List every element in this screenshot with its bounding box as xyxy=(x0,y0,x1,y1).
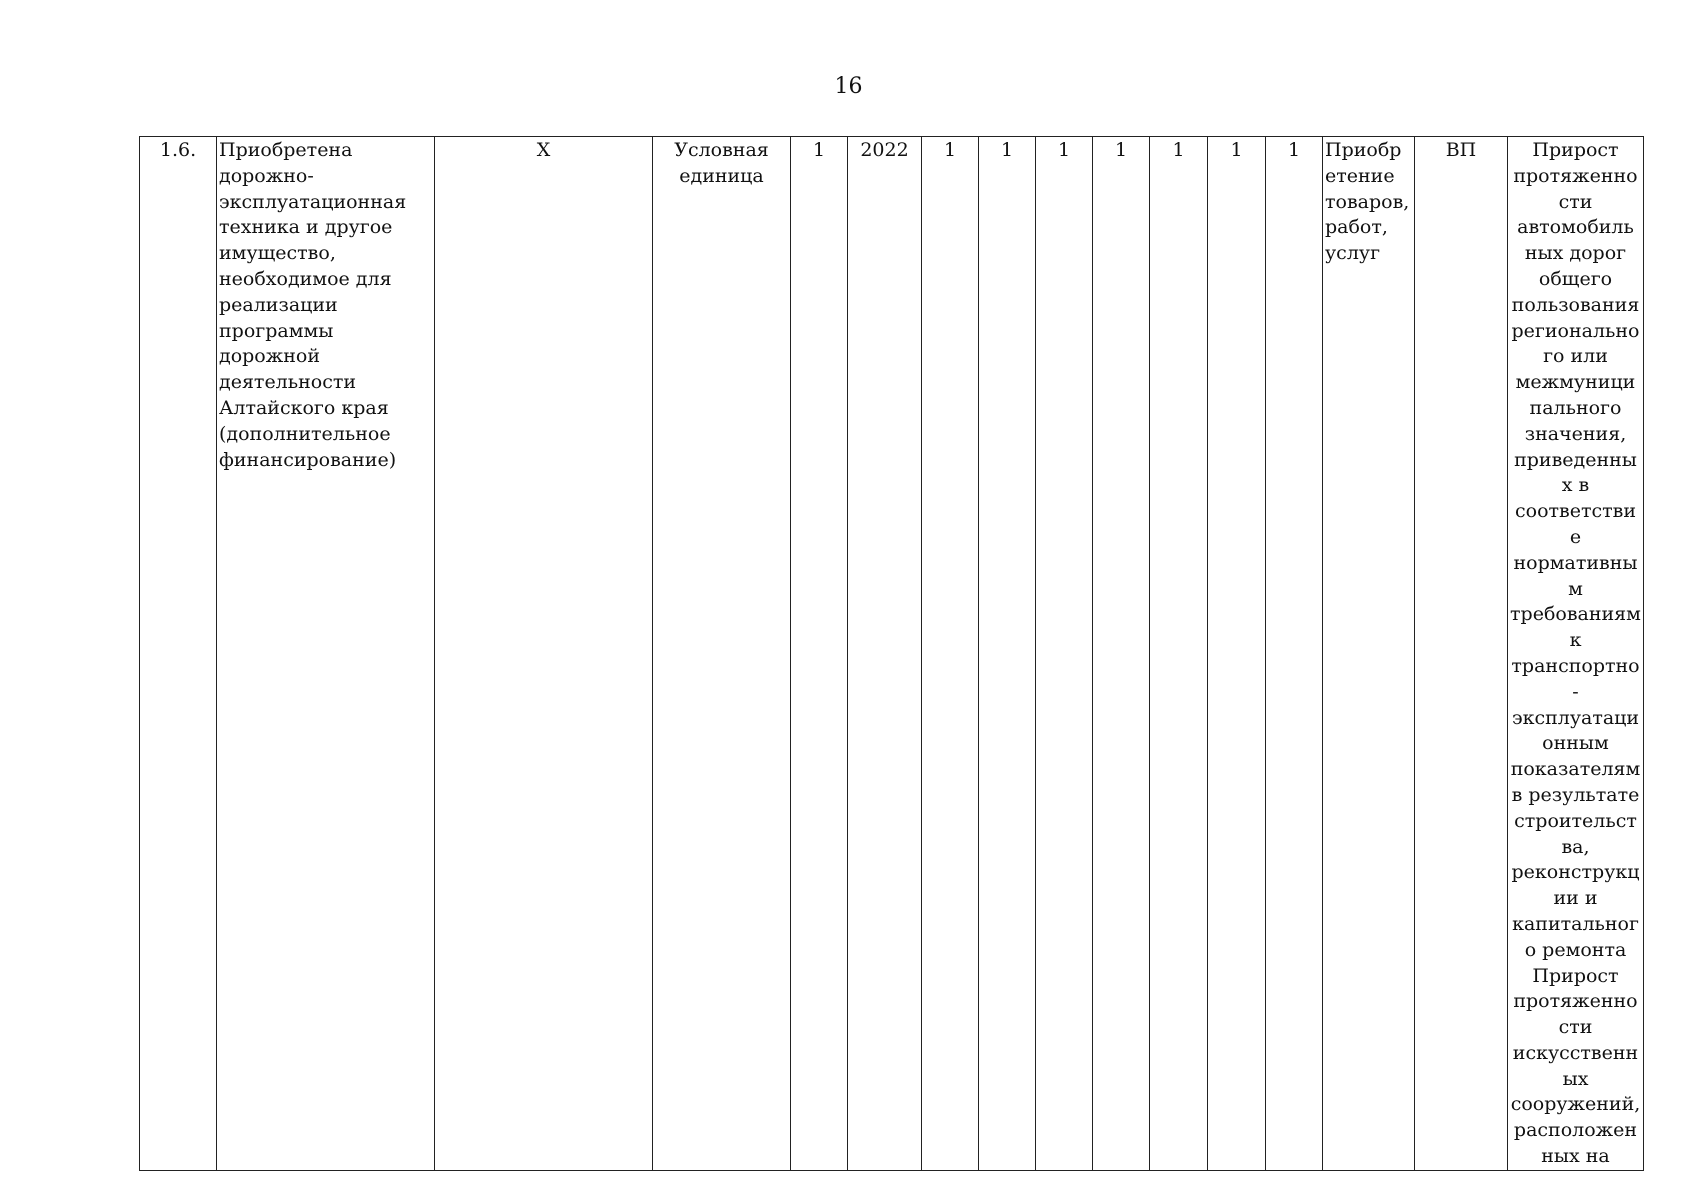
row-number-cell: 1.6. xyxy=(140,137,217,1171)
purchase-type-cell: Приобр етение товаров, работ, услуг xyxy=(1323,137,1415,1171)
code-cell: ВП xyxy=(1415,137,1508,1171)
value-cell-3: 1 xyxy=(1036,137,1093,1171)
value-cell-7: 1 xyxy=(1266,137,1323,1171)
unit-cell: Условная единица xyxy=(653,137,791,1171)
value-cell-1: 1 xyxy=(922,137,979,1171)
program-table xyxy=(139,136,1644,1171)
base-year-cell: 2022 xyxy=(848,137,922,1171)
x-mark-cell: Х xyxy=(435,137,653,1171)
event-name-cell: Приобретена дорожно- эксплуатационная техника и другое имущество, необходимое для реализации программы дорожной деятельности Алтайского края (дополнительное финансирование) xyxy=(217,137,435,1171)
page-number: 16 xyxy=(834,74,863,99)
base-value-cell: 1 xyxy=(791,137,848,1171)
table-row xyxy=(140,137,1644,1171)
result-indicator-cell: Прирост протяженно сти автомобиль ных дорог общего пользования регионально го или межмуници пального значения, приведенны х в соответстви е нормативны м требованиям к транспортно - эксплуатаци онным показателям в результате строительст ва, реконструкц ии и капитальног о ремонта Прирост протяженно сти искусственн ых сооружений, расположен ных на xyxy=(1508,137,1644,1171)
value-cell-2: 1 xyxy=(979,137,1036,1171)
value-cell-6: 1 xyxy=(1208,137,1266,1171)
value-cell-4: 1 xyxy=(1093,137,1150,1171)
value-cell-5: 1 xyxy=(1150,137,1208,1171)
